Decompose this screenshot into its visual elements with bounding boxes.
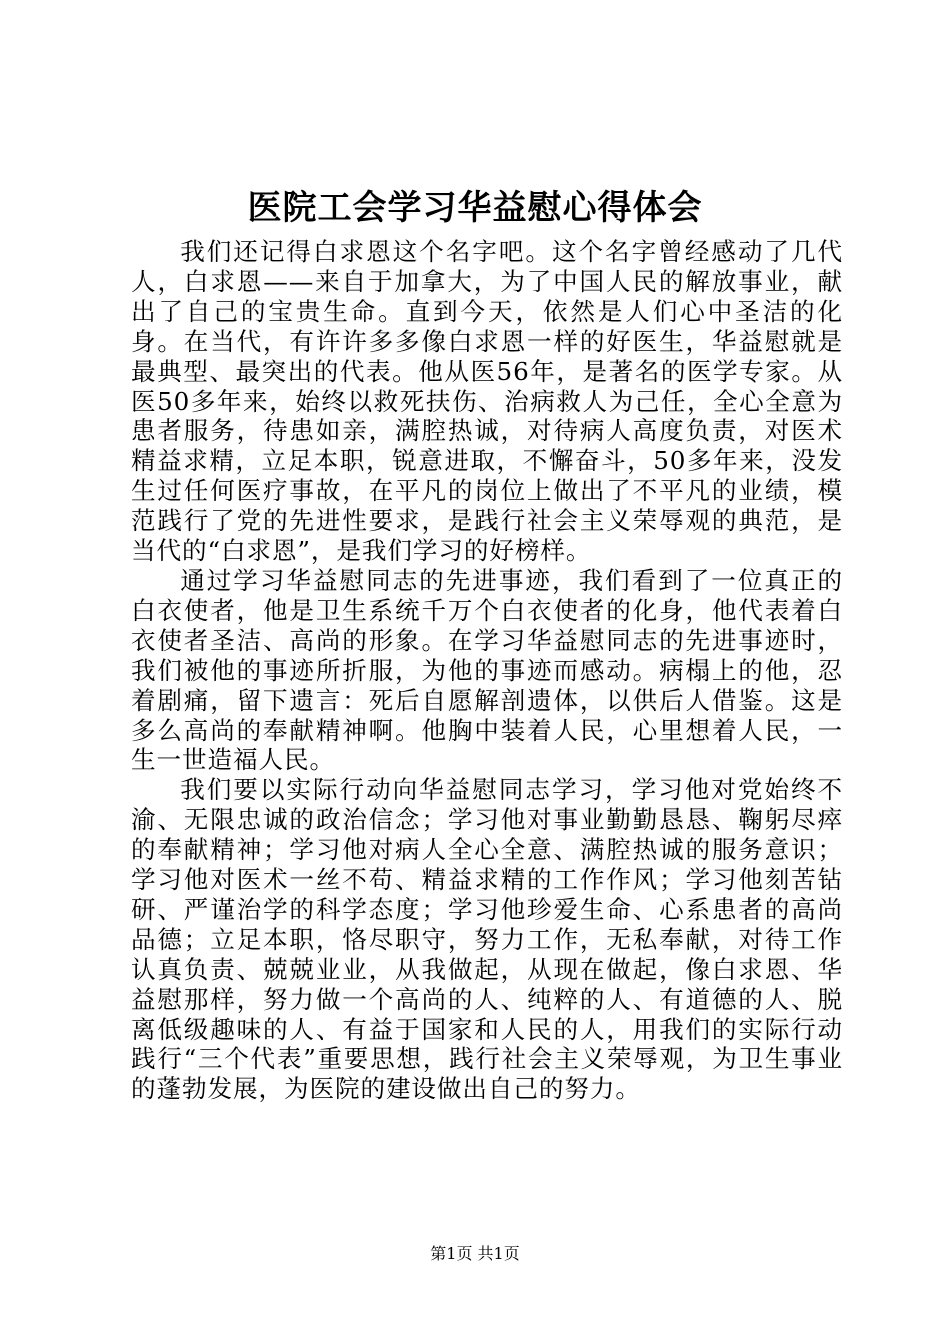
paragraph: 我们要以实际行动向华益慰同志学习，学习他对党始终不渝、无限忠诚的政治信念；学习他对事业勤勤恳恳、鞠躬尽瘁的奉献精神；学习他对病人全心全意、满腔热诚的服务意识；学习他对医术一丝不苟、精益求精的工作作风；学习他刻苦钻研、严谨治学的科学态度；学习他珍爱生命、心系患者的高尚品德；立足本职，恪尽职守，努力工作，无私奉献，对待工作认真负责、兢兢业业，从我做起，从现在做起，像白求恩、华益慰那样，努力做一个高尚的人、纯粹的人、有道德的人、脱离低级趣味的人、有益于国家和人民的人，用我们的实际行动践行“三个代表”重要思想，践行社会主义荣辱观，为卫生事业的蓬勃发展，为医院的建设做出自己的努力。 [131, 775, 843, 1104]
page-footer [0, 1244, 950, 1264]
paragraph: 通过学习华益慰同志的先进事迹，我们看到了一位真正的白衣使者，他是卫生系统千万个白衣使者的化身，他代表着白衣使者圣洁、高尚的形象。在学习华益慰同志的先进事迹时，我们被他的事迹所折服，为他的事迹而感动。病榻上的他，忍着剧痛，留下遗言：死后自愿解剖遗体，以供后人借鉴。这是多么高尚的奉献精神啊。他胸中装着人民，心里想着人民，一生一世造福人民。 [131, 565, 843, 775]
paragraph: 我们还记得白求恩这个名字吧。这个名字曾经感动了几代人，白求恩——来自于加拿大，为了中国人民的解放事业，献出了自己的宝贵生命。直到今天，依然是人们心中圣洁的化身。在当代，有许许多多像白求恩一样的好医生，华益慰就是最典型、最突出的代表。他从医56年，是著名的医学专家。从医50多年来，始终以救死扶伤、治病救人为己任，全心全意为患者服务，待患如亲，满腔热诚，对待病人高度负责，对医术精益求精，立足本职，锐意进取，不懈奋斗，50多年来，没发生过任何医疗事故，在平凡的岗位上做出了不平凡的业绩，模范践行了党的先进性要求，是践行社会主义荣辱观的典范，是当代的“白求恩”，是我们学习的好榜样。 [131, 237, 843, 566]
page-number: 第1页 [430, 1244, 473, 1263]
page-total: 共1页 [477, 1244, 520, 1263]
document-body [131, 237, 843, 1104]
document-title: 医院工会学习华益慰心得体会 [247, 188, 703, 228]
